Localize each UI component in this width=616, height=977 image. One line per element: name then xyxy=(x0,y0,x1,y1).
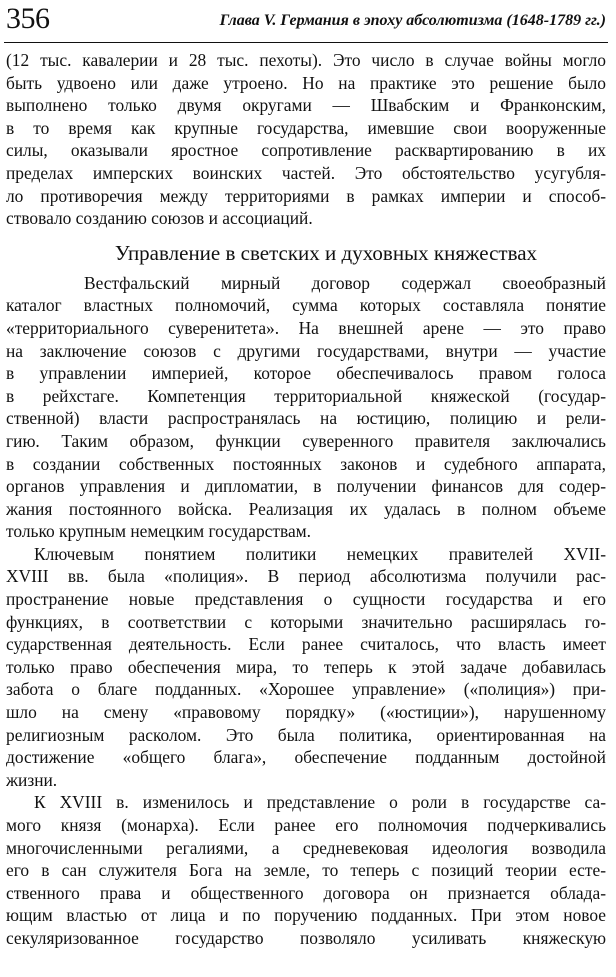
text-line: быть удвоено или даже утроено. Но на практике это решение было xyxy=(6,72,606,93)
text-line: ственного права и общественного договора он признается облада- xyxy=(6,882,606,903)
text-line: в то время как крупные государства, имевшие свои вооруженные xyxy=(6,117,606,138)
text-line: ственной) власти распространялась на юстицию, полицию и рели- xyxy=(6,408,606,429)
chapter-title: Глава V. Германия в эпоху абсолютизма (1648-1789 гг.) xyxy=(219,12,606,29)
text-line: его в сан служителя Бога на земле, то теперь с позиций теории есте- xyxy=(6,860,606,881)
text-line: на заключение союзов с другими государствами, внутри — участие xyxy=(6,340,606,361)
text-line: ствовало созданию союзов и ассоциаций. xyxy=(6,208,313,229)
text-line: шло на смену «правовому порядку» («юстиции»), нарушенному xyxy=(6,702,606,723)
page-body xyxy=(4,43,608,950)
text-line: только право обеспечения мира, то теперь к этой задаче добавилась xyxy=(6,656,606,677)
text-line: функциях, в соответствии с которыми значительно расширялась го- xyxy=(6,611,606,632)
text-line: каталог властных полномочий, сумма которых составляла понятие xyxy=(6,295,606,316)
text-line: выполнено только двумя округами — Швабским и Франконским, xyxy=(6,95,606,116)
text-line: религиозным расколом. Это была политика, ориентированная на xyxy=(6,724,606,745)
text-line: в создании собственных постоянных законов и судебного аппарата, xyxy=(6,453,606,474)
text-line: XVIII вв. была «полиция». В период абсолютизма получили рас- xyxy=(6,566,606,587)
text-line: Ключевым понятием политики немецких правителей XVII- xyxy=(34,543,606,564)
text-line: жизни. xyxy=(6,769,58,790)
text-line: секуляризованное государство позволяло усиливать княжескую xyxy=(6,927,606,948)
text-line: в рейхстаге. Компетенция территориальной княжеской (государ- xyxy=(6,385,606,406)
page-number: 356 xyxy=(6,2,50,35)
text-line: гию. Таким образом, функции суверенного правителя заключались xyxy=(6,430,606,451)
paragraph-1 xyxy=(6,49,606,230)
text-line: сударственная деятельность. Если ранее считалось, что власть имеет xyxy=(6,634,606,655)
text-line: мого князя (монарха). Если ранее его полномочия подчеркивались xyxy=(6,815,606,835)
running-header xyxy=(4,0,608,43)
text-line: пределах имперских воинских частей. Это обстоятельство усугубля- xyxy=(6,162,606,183)
text-line: жания постоянного войска. Реализация их удалась в полном объеме xyxy=(6,498,606,519)
text-line: ющим властью от лица и по поручению подданных. При этом новое xyxy=(6,905,606,926)
text-line: К XVIII в. изменилось и представление о роли в государстве са- xyxy=(34,792,606,813)
text-line: забота о благе подданных. «Хорошее управление» («полиция») при- xyxy=(6,679,606,700)
text-line: органов управления и дипломатии, в получении финансов для содер- xyxy=(6,476,606,497)
text-line: «территориального суверенитета». На внешней арене — это право xyxy=(6,317,606,338)
section-heading: Управление в светских и духовных княжествах xyxy=(114,240,538,265)
text-line: в управлении империей, которое обеспечивалось правом голоса xyxy=(6,363,606,384)
text-line: пространение новые представления о сущности государства и его xyxy=(6,589,606,610)
text-line: только крупным немецким государствам. xyxy=(6,521,312,542)
text-line: ло противоречия между территориями в рамках империи и способ- xyxy=(6,185,606,206)
paragraph-2 xyxy=(6,272,606,543)
text-line: достижение «общего блага», обеспечение подданным достойной xyxy=(6,747,606,768)
paragraph-4 xyxy=(6,791,606,949)
text-line: (12 тыс. кавалерии и 28 тыс. пехоты). Это число в случае войны могло xyxy=(6,50,606,70)
text-line: Вестфальский мирный договор содержал своеобразный xyxy=(84,272,606,293)
paragraph-3 xyxy=(6,543,606,792)
text-line: силы, оказывали яростное сопротивление расквартированию в их xyxy=(6,140,606,161)
text-line: многочисленными регалиями, а средневековая идеология возводила xyxy=(6,837,606,858)
